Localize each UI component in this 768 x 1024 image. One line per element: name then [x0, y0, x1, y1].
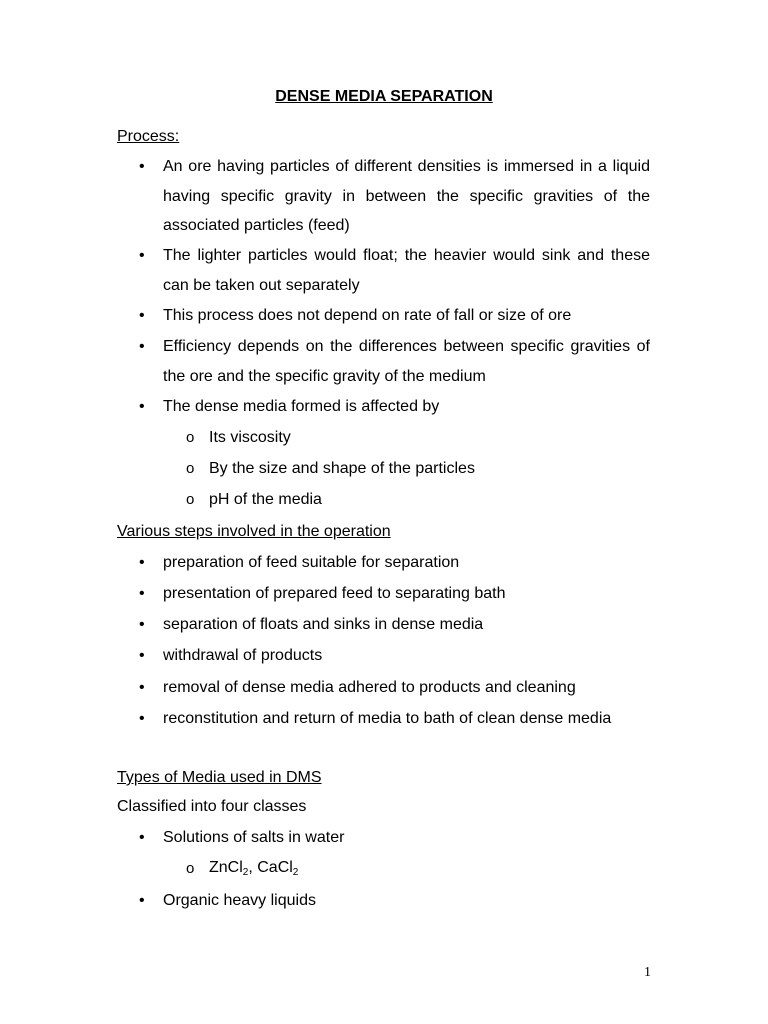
process-bullet-4: Efficiency depends on the differences between specific gravities of the ore and the specific gravity of the medium — [163, 338, 650, 385]
process-bullet-2: The lighter particles would float; the heavier would sink and these can be taken out separately — [163, 247, 650, 294]
bullet-icon: • — [139, 616, 145, 633]
hollow-bullet-icon: o — [186, 860, 195, 877]
hollow-bullet-icon: o — [186, 460, 195, 477]
bullet-icon: • — [139, 338, 145, 355]
bullet-icon: • — [139, 398, 145, 415]
section-heading-process: Process: — [117, 128, 180, 145]
bullet-icon: • — [139, 892, 145, 909]
step-bullet-5: removal of dense media adhered to products and cleaning — [163, 679, 576, 696]
process-bullet-1: An ore having particles of different densities is immersed in a liquid having specific gravity in between the specific gravities of the associated particles (feed) — [163, 158, 650, 234]
media-bullet-1: Solutions of salts in water — [163, 829, 345, 846]
section-heading-steps: Various steps involved in the operation — [117, 523, 391, 540]
sub-bullet-1: Its viscosity — [209, 429, 291, 446]
salt-zn: ZnCl — [209, 859, 243, 876]
bullet-icon: • — [139, 829, 145, 846]
process-bullet-3: This process does not depend on rate of fall or size of ore — [163, 307, 572, 324]
salt-examples — [209, 858, 298, 878]
media-intro: Classified into four classes — [117, 798, 307, 815]
bullet-icon: • — [139, 710, 145, 727]
salt-ca-subscript: 2 — [292, 867, 299, 878]
bullet-icon: • — [139, 679, 145, 696]
bullet-icon: • — [139, 307, 145, 324]
bullet-icon: • — [139, 585, 145, 602]
bullet-icon: • — [139, 158, 145, 175]
process-bullet-5: The dense media formed is affected by — [163, 398, 440, 415]
page-number: 1 — [644, 965, 651, 980]
step-bullet-2: presentation of prepared feed to separating bath — [163, 585, 506, 602]
bullet-icon: • — [139, 647, 145, 664]
hollow-bullet-icon: o — [186, 491, 195, 508]
step-bullet-4: withdrawal of products — [163, 647, 323, 664]
step-bullet-1: preparation of feed suitable for separation — [163, 554, 460, 571]
step-bullet-3: separation of floats and sinks in dense media — [163, 616, 484, 633]
media-bullet-2: Organic heavy liquids — [163, 892, 316, 909]
page-title: DENSE MEDIA SEPARATION — [275, 88, 493, 105]
salt-ca: , CaCl — [248, 859, 293, 876]
sub-bullet-3: pH of the media — [209, 491, 322, 508]
step-bullet-6: reconstitution and return of media to bath of clean dense media — [163, 710, 612, 727]
bullet-icon: • — [139, 554, 145, 571]
section-heading-media: Types of Media used in DMS — [117, 769, 322, 786]
salt-zn-subscript: 2 — [242, 867, 249, 878]
hollow-bullet-icon: o — [186, 429, 195, 446]
bullet-icon: • — [139, 247, 145, 264]
sub-bullet-2: By the size and shape of the particles — [209, 460, 475, 477]
